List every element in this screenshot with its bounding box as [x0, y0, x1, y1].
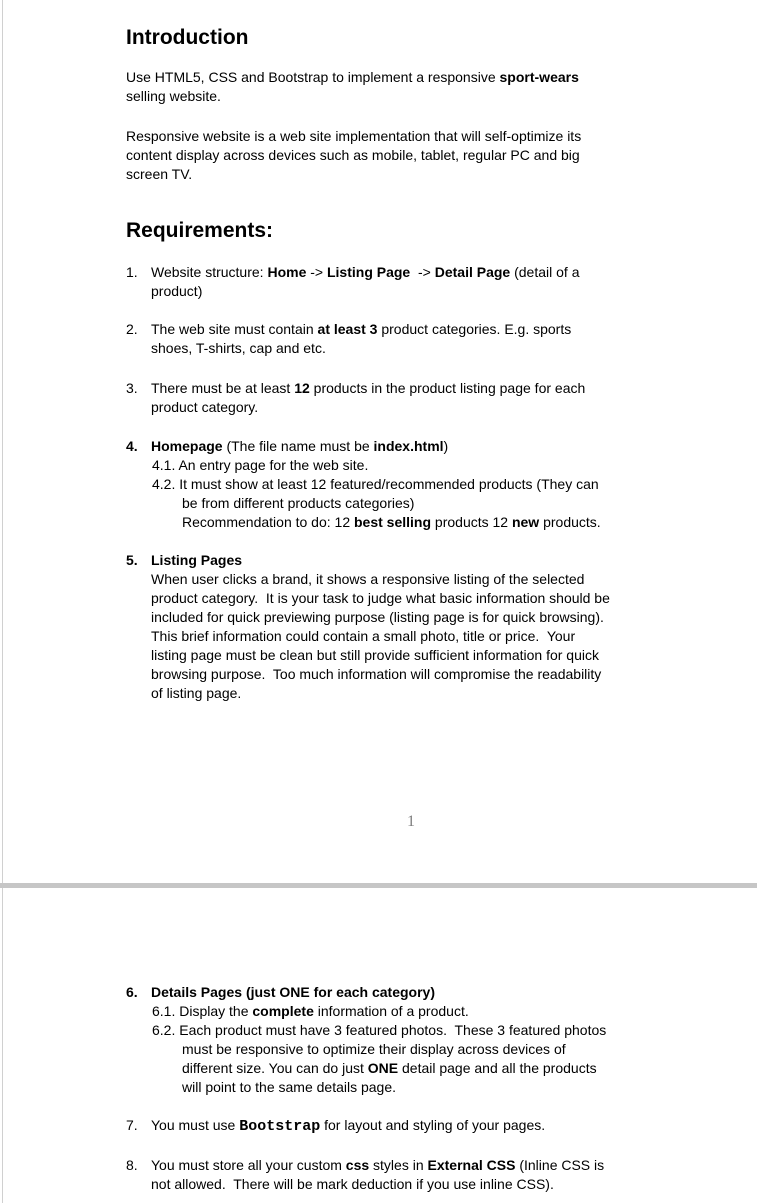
text-line: [126, 87, 579, 106]
text-segment: 4.1. An entry page for the web site.: [152, 457, 369, 473]
text-segment: You must store all your custom: [151, 1157, 346, 1173]
text-segment: product categories. E.g. sports: [377, 321, 572, 337]
text-segment: Listing Page: [326, 264, 411, 280]
text-line: [151, 570, 610, 589]
text-segment: ->: [410, 264, 435, 280]
text-segment: different size. You can do just: [182, 1060, 368, 1076]
text-segment: (Inline CSS is: [515, 1157, 605, 1173]
text-segment: be from different products categories): [182, 495, 415, 511]
text-segment: product category. It is your task to judge what basic information should be: [151, 590, 610, 606]
text-segment: shoes, T-shirts, cap and etc.: [151, 340, 326, 356]
text-line: [151, 437, 601, 456]
item-1-text: [151, 263, 579, 301]
item-6-text: [151, 983, 606, 1097]
text-segment: Detail Page: [434, 264, 511, 280]
text-line: [151, 665, 610, 684]
item-3-text: [151, 379, 585, 417]
text-line: [151, 646, 610, 665]
text-segment: must be responsive to optimize their display across devices of: [182, 1041, 566, 1057]
requirement-item-3: [126, 379, 585, 417]
text-line: [151, 589, 610, 608]
text-segment: Use HTML5, CSS and Bootstrap to implement a responsive: [126, 69, 500, 85]
requirement-item-8: [126, 1156, 604, 1194]
text-line: [126, 146, 581, 165]
item-7-text: [151, 1116, 545, 1136]
text-line: [151, 456, 601, 475]
text-line: [151, 684, 610, 703]
item-3-number: 3.: [126, 380, 138, 396]
text-line: [151, 1116, 545, 1136]
text-line: [151, 608, 610, 627]
item-4-text: [151, 437, 601, 532]
text-segment: will point to the same details page.: [182, 1079, 397, 1095]
text-line: [151, 1175, 604, 1194]
text-line: [151, 320, 571, 339]
requirement-item-4: [126, 437, 601, 532]
text-segment: ->: [306, 264, 327, 280]
item-8-text: [151, 1156, 604, 1194]
text-line: [151, 494, 601, 513]
text-segment: detail page and all the products: [398, 1060, 597, 1076]
text-line: [151, 398, 585, 417]
text-segment: Listing Pages: [151, 552, 243, 568]
requirement-item-5: [126, 551, 610, 703]
item-5-number: 5.: [126, 552, 138, 568]
text-segment: included for quick previewing purpose (listing page is for quick browsing).: [151, 609, 604, 625]
text-segment: 6.2. Each product must have 3 featured photos. These 3 featured photos: [152, 1022, 607, 1038]
text-segment: (detail of a: [510, 264, 580, 280]
text-segment: When user clicks a brand, it shows a responsive listing of the selected: [151, 571, 585, 587]
intro-heading: Introduction: [126, 26, 249, 49]
text-segment: new: [511, 514, 540, 530]
text-line: [126, 68, 579, 87]
text-segment: of listing page.: [151, 685, 242, 701]
text-segment: Bootstrap: [239, 1118, 321, 1135]
text-line: [151, 1002, 606, 1021]
intro-paragraph-1: [126, 68, 579, 106]
page-separator: [0, 883, 757, 888]
text-line: [151, 379, 585, 398]
item-2-text: [151, 320, 571, 358]
item-5-text: [151, 551, 610, 703]
text-segment: 12: [294, 380, 310, 396]
text-segment: content display across devices such as mobile, tablet, regular PC and big: [126, 147, 580, 163]
text-line: [151, 551, 610, 570]
text-segment: products.: [539, 514, 601, 530]
requirement-item-2: [126, 320, 571, 358]
text-segment: Details Pages (just ONE for each category): [151, 984, 435, 1000]
text-segment: at least 3: [317, 321, 378, 337]
text-segment: Homepage: [151, 438, 223, 454]
text-segment: css: [345, 1157, 370, 1173]
text-line: [126, 165, 581, 184]
text-line: [151, 339, 571, 358]
text-segment: 6.1. Display the: [152, 1003, 253, 1019]
text-segment: ): [443, 438, 449, 454]
item-1-number: 1.: [126, 264, 138, 280]
text-line: [126, 127, 581, 146]
text-segment: index.html: [373, 438, 444, 454]
text-segment: This brief information could contain a small photo, title or price. Your: [151, 628, 576, 644]
text-segment: information of a product.: [313, 1003, 469, 1019]
text-segment: best selling: [354, 514, 432, 530]
text-line: [151, 282, 579, 301]
text-line: [151, 1059, 606, 1078]
text-segment: (The file name must be: [222, 438, 374, 454]
requirement-item-6: [126, 983, 606, 1097]
page-number: 1: [407, 813, 415, 830]
text-line: [151, 627, 610, 646]
text-segment: complete: [252, 1003, 314, 1019]
text-segment: not allowed. There will be mark deduction if you use inline CSS).: [151, 1176, 554, 1192]
text-line: [151, 263, 579, 282]
requirement-item-7: [126, 1116, 545, 1136]
text-segment: Website structure:: [151, 264, 268, 280]
text-segment: External CSS: [427, 1157, 516, 1173]
text-segment: You must use: [151, 1117, 240, 1133]
intro-paragraph-2: [126, 127, 581, 184]
text-segment: screen TV.: [126, 166, 193, 182]
text-segment: listing page must be clean but still provide sufficient information for quick: [151, 647, 599, 663]
page-2-left-edge-line: [2, 888, 3, 1203]
text-segment: product category.: [151, 399, 259, 415]
text-line: [151, 475, 601, 494]
text-line: [151, 1040, 606, 1059]
text-segment: product): [151, 283, 203, 299]
text-line: [151, 1021, 606, 1040]
item-7-number: 7.: [126, 1117, 138, 1133]
text-segment: Home: [267, 264, 307, 280]
text-segment: browsing purpose. Too much information will compromise the readability: [151, 666, 602, 682]
text-segment: sport-wears: [499, 69, 579, 85]
text-segment: Recommendation to do: 12: [182, 514, 354, 530]
item-4-number: 4.: [126, 438, 138, 454]
text-segment: for layout and styling of your pages.: [320, 1117, 546, 1133]
text-segment: products in the product listing page for each: [309, 380, 586, 396]
text-segment: 4.2. It must show at least 12 featured/recommended products (They can: [152, 476, 599, 492]
page-1-left-edge-line: [2, 0, 3, 883]
text-segment: styles in: [369, 1157, 428, 1173]
text-segment: Responsive website is a web site implementation that will self-optimize its: [126, 128, 582, 144]
text-segment: ONE: [367, 1060, 399, 1076]
text-segment: There must be at least: [151, 380, 295, 396]
text-line: [151, 1078, 606, 1097]
text-line: [151, 1156, 604, 1175]
requirement-item-1: [126, 263, 579, 301]
text-segment: products 12: [431, 514, 512, 530]
item-2-number: 2.: [126, 321, 138, 337]
text-line: [151, 513, 601, 532]
text-segment: selling website.: [126, 88, 221, 104]
item-6-number: 6.: [126, 984, 138, 1000]
item-8-number: 8.: [126, 1157, 138, 1173]
text-segment: The web site must contain: [151, 321, 318, 337]
requirements-heading: Requirements:: [126, 219, 274, 242]
text-line: [151, 983, 606, 1002]
